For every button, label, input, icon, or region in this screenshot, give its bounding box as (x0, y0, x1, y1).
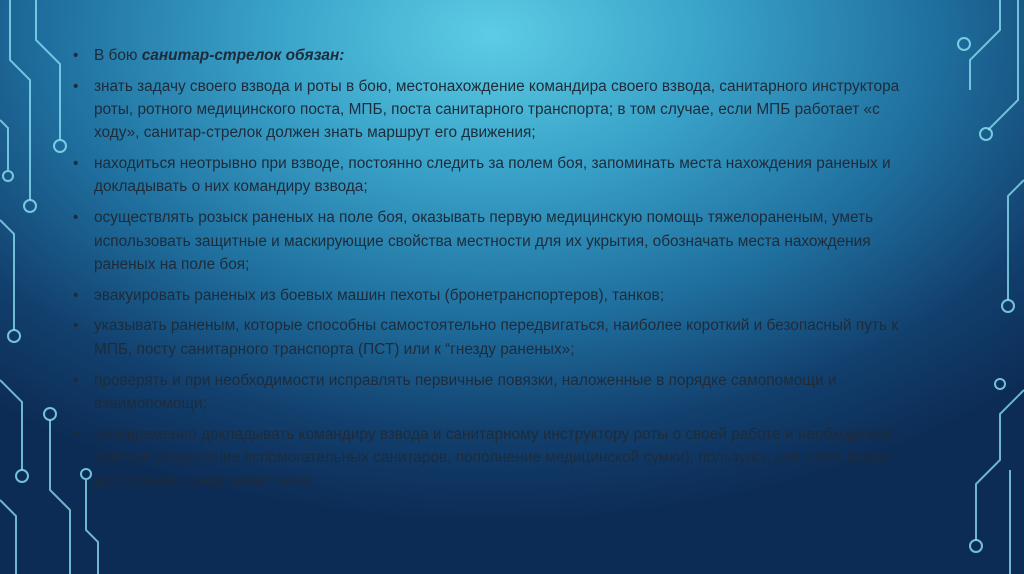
list-item (73, 423, 903, 493)
list-item-text: находиться неотрывно при взводе, постоянно следить за полем боя, запоминать места нахождения раненых и докладывать о них командиру взвода; (94, 155, 891, 196)
list-item-text: указывать раненым, которые способны самостоятельно передвигаться, наиболее короткий и безопасный путь к МПБ, посту санитарного транспорта (ПСТ) или к “гнезду раненых»; (94, 317, 898, 358)
bullet-marker: • (73, 425, 79, 443)
intro-emphasis: санитар-стрелок обязан: (141, 47, 345, 64)
intro-line (73, 44, 903, 67)
bullet-marker: • (73, 155, 79, 173)
bullet-marker: • (73, 317, 79, 335)
list-item (73, 284, 903, 307)
bullet-marker: • (73, 209, 79, 227)
list-item-text: осуществлять розыск раненых на поле боя, оказывать первую медицинскую помощь тяжелораненым, уметь использовать защитные и маскирующие свойства местности для их укрытия, обозначать места нахождения раненых на поле боя; (94, 209, 874, 273)
bullet-marker: • (73, 47, 79, 64)
bullet-marker: • (73, 371, 79, 389)
list-item (73, 75, 903, 145)
list-item (73, 369, 903, 416)
list-item-text: знать задачу своего взвода и роты в бою, местонахождение командира своего взвода, санитарного инструктора роты, ротного медицинского поста, МПБ, поста санитарного транспорта; в том случае, если МПБ работает «с ходу», санитар-стрелок должен знать маршрут его движения; (94, 77, 900, 142)
bullet-marker: • (73, 286, 79, 304)
list-item (73, 152, 903, 199)
bullet-marker: • (73, 503, 79, 521)
list-item (73, 314, 903, 361)
list-item (73, 206, 903, 276)
list-item-text: эвакуировать раненых из боевых машин пехоты (бронетранспортеров), танков; (94, 286, 664, 304)
intro-prefix: В бою (94, 47, 142, 64)
bullet-marker: • (73, 77, 79, 95)
list-item-text: проверять и при необходимости исправлять первичные повязки, наложенные в порядке самопомощи и взаимопомощи; (94, 371, 837, 412)
slide-body (73, 44, 903, 521)
list-item-text: своевременно докладывать командиру взвода и санитарному инструктору роты о своей работе и необходимой помощи (выделение вспомогательных санитаров, пополнение медицинской сумки), пользуясь для этого всеми доступными средствами связи. (94, 425, 893, 490)
